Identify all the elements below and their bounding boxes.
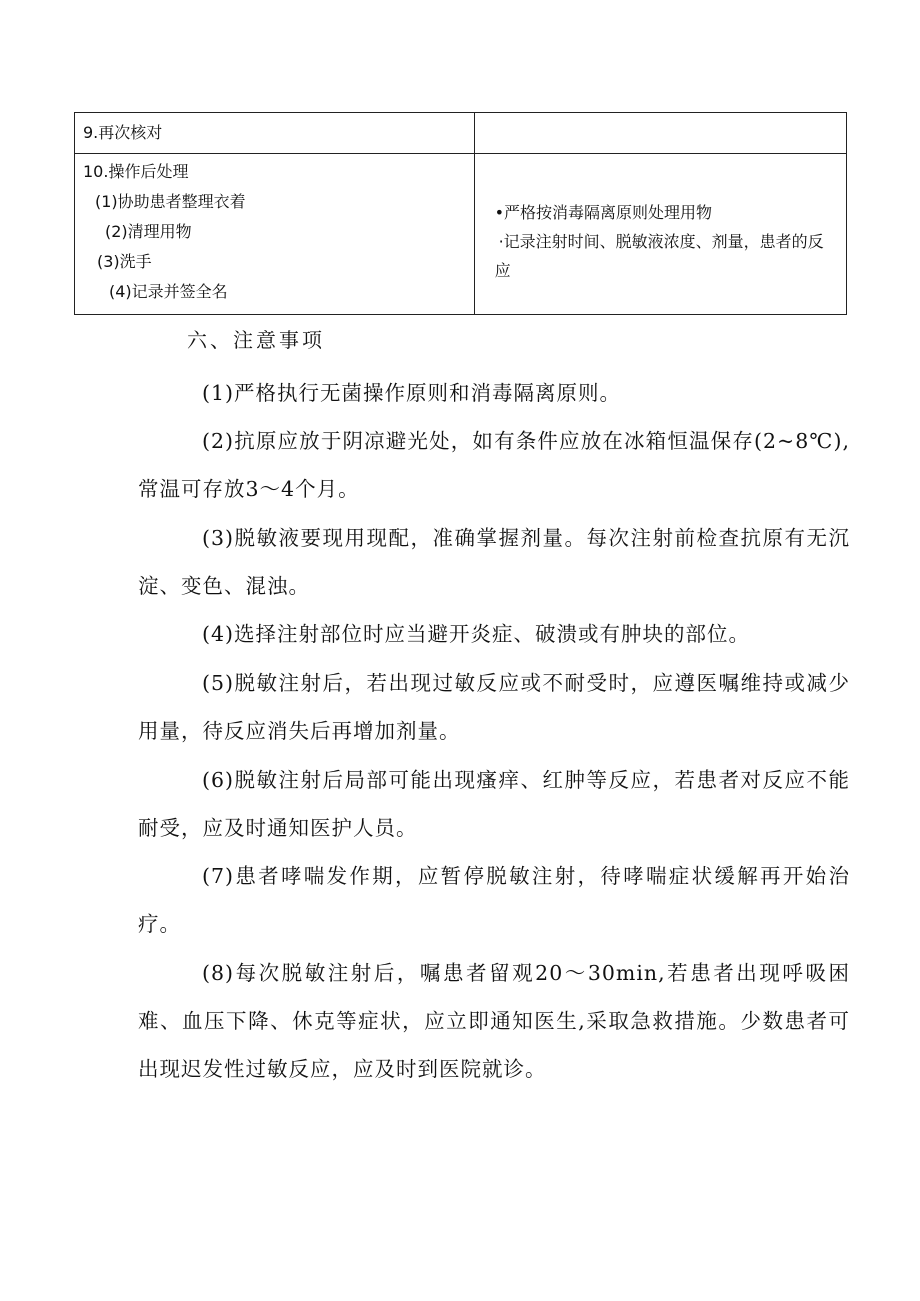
precaution-paragraph: (5)脱敏注射后，若出现过敏反应或不耐受时，应遵医嘱维持或减少用量，待反应消失后再增加剂量。 <box>138 671 850 743</box>
procedure-steps-table <box>74 112 847 315</box>
step-title: 10.操作后处理 <box>83 162 189 181</box>
step-cell <box>75 154 475 315</box>
notes-cell <box>474 154 846 315</box>
step-cell <box>75 113 475 154</box>
step-title: 9.再次核对 <box>83 123 163 142</box>
precaution-paragraph: (7)患者哮喘发作期，应暂停脱敏注射，待哮喘症状缓解再开始治疗。 <box>138 864 850 936</box>
substep-item: (4)记录并签全名 <box>109 282 228 301</box>
precaution-paragraph: (8)每次脱敏注射后，嘱患者留观20～30min,若患者出现呼吸困难、血压下降、休克等症状，应立即通知医生,采取急救措施。少数患者可出现迟发性过敏反应，应及时到医院就诊。 <box>138 961 850 1081</box>
notes-list <box>475 154 846 285</box>
section-heading: 六、注意事项 <box>187 328 325 352</box>
precaution-paragraph: (1)严格执行无菌操作原则和消毒隔离原则。 <box>202 381 622 405</box>
precaution-paragraph: (3)脱敏液要现用现配，准确掌握剂量。每次注射前检查抗原有无沉淀、变色、混浊。 <box>138 526 850 598</box>
table-row <box>75 113 847 154</box>
substep-item: (2)清理用物 <box>105 222 192 241</box>
notes-cell <box>474 113 846 154</box>
precaution-paragraph: (4)选择注射部位时应当避开炎症、破溃或有肿块的部位。 <box>202 622 751 646</box>
note-item: •严格按消毒隔离原则处理用物 <box>494 203 713 222</box>
precaution-paragraph: (2)抗原应放于阴凉避光处，如有条件应放在冰箱恒温保存(2~8℃),常温可存放3～4个月。 <box>138 429 850 501</box>
substep-item: (3)洗手 <box>97 252 152 271</box>
note-item: ·记录注射时间、脱敏液浓度、剂量，患者的反应 <box>494 232 824 280</box>
substep-item: (1)协助患者整理衣着 <box>95 192 246 211</box>
precaution-paragraph: (6)脱敏注射后局部可能出现瘙痒、红肿等反应，若患者对反应不能耐受，应及时通知医护人员。 <box>138 768 850 840</box>
table-row <box>75 154 847 315</box>
